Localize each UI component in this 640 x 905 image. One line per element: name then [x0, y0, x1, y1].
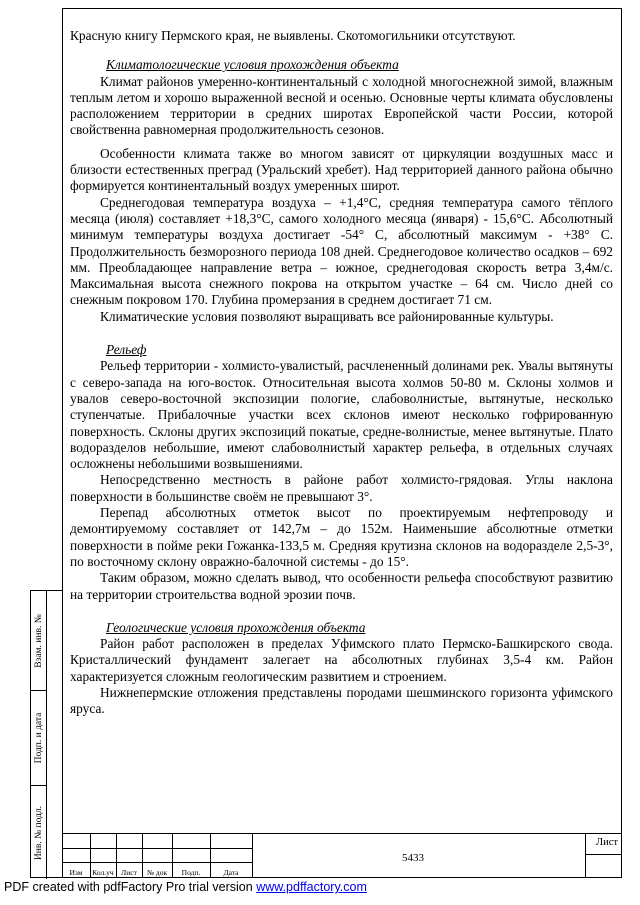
intro-paragraph: Красную книгу Пермского края, не выявлены. Скотомогильники отсутствуют.	[70, 28, 516, 43]
relief-heading: Рельеф	[106, 342, 147, 358]
document-code: 5433	[402, 852, 424, 864]
side-cell-inv	[31, 786, 47, 879]
side-cell-podp	[31, 691, 47, 786]
climate-paragraph-1: Климат районов умеренно-континентальный с холодной многоснежной зимой, влажным теплым летом и хорошо выраженной весной и осенью. Основные черты климата обусловлены расположением территории в средних широтах Европейской части России, которой свойственна равномерная продолжительность сезонов.	[70, 73, 613, 138]
side-label-inv: Инв. № подл.	[33, 805, 44, 860]
col-kol-uch: Кол.уч	[92, 868, 114, 877]
side-label-podp: Подп. и дата	[33, 712, 44, 764]
side-cell-vzam	[31, 591, 47, 691]
relief-paragraph-2: Непосредственно местность в районе работ холмисто-грядовая. Углы наклона поверхности в большинстве своём не превышают 3°.	[70, 472, 613, 504]
geology-paragraph-1: Район работ расположен в пределах Уфимского плато Пермско-Башкирского свода. Кристаллический фундамент залегает на абсолютных глубинах 3,5-4 км. Район характеризуется сложным геологическим развитием и строением.	[70, 636, 613, 684]
footer-link[interactable]: www.pdffactory.com	[256, 880, 367, 894]
document-body	[70, 28, 613, 718]
climate-heading: Климатологические условия прохождения объекта	[106, 57, 399, 73]
geology-heading: Геологические условия прохождения объекта	[106, 619, 366, 635]
sheet-label: Лист	[596, 837, 618, 848]
col-doc-number: № док	[146, 868, 168, 877]
climate-paragraph-2: Особенности климата также во многом зависят от циркуляции воздушных масс и близости естественных преград (Уральский хребет). Над территорией данного района обычно формируется континентальный воздух умеренных широт.	[70, 145, 613, 194]
relief-paragraph-3: Перепад абсолютных отметок высот по проектируемым нефтепроводу и демонтируемому составляет от 142,7м – до 152м. Наименьшие абсолютные отметки поверхности в пойме реки Гожанка-133,5 м. Средняя крутизна склонов на водоразделе 2,5-3°, по восточному склону овражно-балочной системы - до 15°.	[70, 505, 613, 569]
side-label-vzam: Взам. инв. №	[33, 613, 44, 668]
col-list: Лист	[121, 868, 137, 877]
climate-paragraph-3: Среднегодовая температура воздуха – +1,4°С, средняя температура самого тёплого месяца (июля) составляет +18,3°С, самого холодного месяца (января) - 15,6°С. Абсолютный минимум температуры воздуха достигает -54° С, абсолютный максимум - +38° С. Продолжительность безморозного периода 108 дней. Среднегодовое количество осадков – 692 мм. Преобладающее направление ветра – южное, среднегодовая скорость ветра 3,4м/с. Максимальная высота снежного покрова на открытом участке – 64 см. Число дней со снежным покровом 170. Глубина промерзания в среднем достигает 71 см.	[70, 194, 613, 308]
col-signature: Подп.	[181, 868, 201, 877]
title-block	[62, 833, 622, 878]
col-date: Дата	[223, 868, 239, 877]
relief-paragraph-1: Рельеф территории - холмисто-увалистый, расчлененный долинами рек. Увалы вытянуты с северо-запада на юго-восток. Относительная высота холмов 50-80 м. Склоны холмов и увалов северо-восточной экспозиции пологие, слабоволнистые, вытянутые, несколько ступенчатые. Прибалочные участки всех склонов имеют несколько гофрированную поверхность. Склоны других экспозиций покатые, средне-волнистые, менее вытянутые. Плато водоразделов небольшие, имеют слабоволнистый характер рельефа, в отдельных случаях осложнены небольшими возвышениями.	[70, 358, 613, 472]
relief-paragraph-4: Таким образом, можно сделать вывод, что особенности рельефа способствуют развитию на территории строительства водной эрозии почв.	[70, 570, 613, 602]
side-stamp	[30, 590, 62, 878]
col-izm: Изм	[69, 868, 83, 877]
geology-paragraph-2: Нижнепермские отложения представлены породами шешминского горизонта уфимского яруса.	[70, 684, 613, 717]
pdf-footer	[4, 880, 367, 894]
climate-paragraph-4: Климатические условия позволяют выращивать все районированные культуры.	[100, 308, 554, 324]
footer-text: PDF created with pdfFactory Pro trial version	[4, 880, 257, 894]
